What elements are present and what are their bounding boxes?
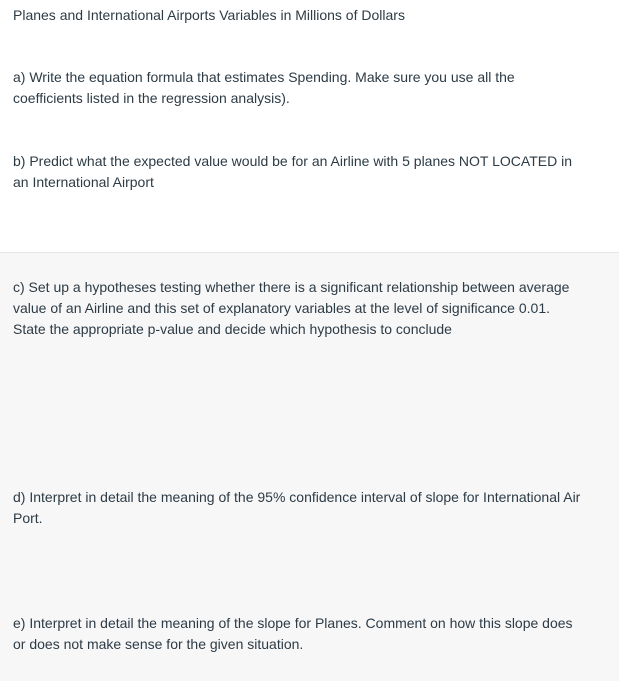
question-b: b) Predict what the expected value would be for an Airline with 5 planes NOT LOCATED in an International Airport bbox=[13, 153, 572, 190]
top-section bbox=[0, 0, 619, 253]
document-title: Planes and International Airports Variables in Millions of Dollars bbox=[13, 7, 405, 23]
question-c: c) Set up a hypotheses testing whether there is a significant relationship between average value of an Airline and this set of explanatory variables at the level of significance 0.01. State the appropriate p-value and decide which hypothesis to conclude bbox=[13, 279, 570, 337]
question-d: d) Interpret in detail the meaning of the 95% confidence interval of slope for International Air Port. bbox=[13, 489, 581, 526]
question-e: e) Interpret in detail the meaning of the slope for Planes. Comment on how this slope does or does not make sense for the given situation. bbox=[13, 615, 573, 652]
question-a: a) Write the equation formula that estimates Spending. Make sure you use all the coefficients listed in the regression analysis). bbox=[13, 69, 515, 106]
